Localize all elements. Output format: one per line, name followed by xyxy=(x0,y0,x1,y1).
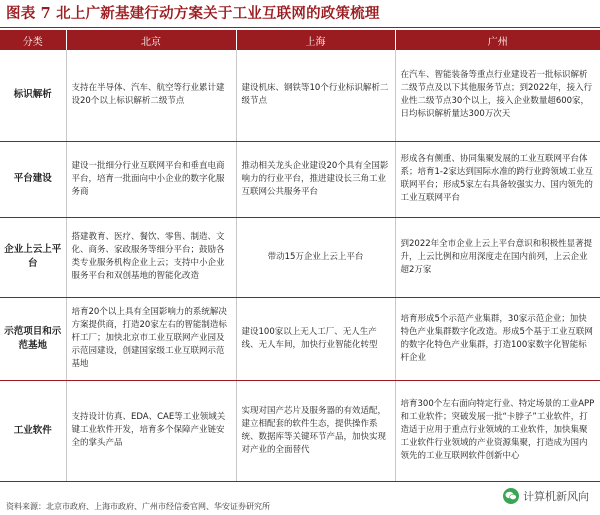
cell-guangzhou: 培育形成5个示范产业集群，30家示范企业；加快特色产业集群数字化改造。形成5个基于工业互联网的数字化特色产业集群，打造100家数字化智能标杆企业 xyxy=(395,297,600,380)
policy-table xyxy=(0,30,600,482)
title-rule xyxy=(0,27,600,28)
cell-beijing: 支持设计仿真、EDA、CAE等工业领域关键工业软件开发，培育多个保障产业链安全的掌头产品 xyxy=(66,380,236,481)
cell-beijing: 建设一批细分行业互联网平台和垂直电商平台，培育一批面向中小企业的数字化服务商 xyxy=(66,141,236,217)
cell-shanghai: 带动15万企业上云上平台 xyxy=(236,217,395,297)
table-row xyxy=(0,297,600,380)
cell-beijing: 支持在半导体、汽车、航空等行业累计建设20个以上标识解析二级节点 xyxy=(66,50,236,141)
cell-guangzhou: 到2022年全市企业上云上平台意识和积极性显著提升，上云比例和应用深度走在国内前列，上云企业超2万家 xyxy=(395,217,600,297)
cell-guangzhou: 在汽车、智能装备等重点行业建设若一批标识解析二级节点及以下其他服务节点；到2022年，接入行业性二级节点30个以上，接入企业数量超600家，日均标识解析量达300万次天 xyxy=(395,50,600,141)
figure-title: 图表 7 北上广新基建行动方案关于工业互联网的政策梳理 xyxy=(6,5,380,22)
cell-beijing: 培育20个以上具有全国影响力的系统解决方案提供商，打造20家左右的智能制造标杆工厂；加快北京市工业互联网产业园及示范园建设，创建国家级工业互联网示范基地 xyxy=(66,297,236,380)
table-row xyxy=(0,217,600,297)
table-row xyxy=(0,50,600,141)
table-row xyxy=(0,141,600,217)
row-category: 工业软件 xyxy=(0,380,66,481)
cell-guangzhou: 形成各有侧重、协同集聚发展的工业互联网平台体系；培育1-2家达到国际水准的跨行业跨领域工业互联网平台；形成5家左右具备较强实力、国内领先的工业互联网平台 xyxy=(395,141,600,217)
cell-shanghai: 推动相关龙头企业建设20个具有全国影响力的行业平台，推进建设长三角工业互联网公共服务平台 xyxy=(236,141,395,217)
wechat-icon xyxy=(503,488,519,504)
cell-shanghai: 建设100家以上无人工厂、无人生产线、无人车间，加快行业智能化转型 xyxy=(236,297,395,380)
cell-beijing: 搭建教育、医疗、餐饮、零售、制造、文化、商务、家政服务等细分平台；鼓励各类专业服务机构企业上云；支持中小企业服务平台和双创基地的智能化改造 xyxy=(66,217,236,297)
header-beijing: 北京 xyxy=(66,30,236,50)
cell-shanghai: 实现对国产芯片及服务器的有效适配，建立相配套的软件生态，提供操作系统、数据库等关键环节产品，加快实现对产业的全面替代 xyxy=(236,380,395,481)
row-category: 标识解析 xyxy=(0,50,66,141)
row-category: 示范项目和示范基地 xyxy=(0,297,66,380)
header-guangzhou: 广州 xyxy=(395,30,600,50)
row-category: 平台建设 xyxy=(0,141,66,217)
header-category: 分类 xyxy=(0,30,66,50)
row-category: 企业上云上平台 xyxy=(0,217,66,297)
cell-shanghai: 建设机床、钢铁等10个行业标识解析二级节点 xyxy=(236,50,395,141)
watermark-text: 计算机新风向 xyxy=(523,490,589,503)
watermark xyxy=(500,485,592,507)
source-note: 资料来源：北京市政府、上海市政府、广州市经信委官网、华安证券研究所 xyxy=(6,502,270,511)
table-row xyxy=(0,380,600,481)
header-row xyxy=(0,30,600,50)
header-shanghai: 上海 xyxy=(236,30,395,50)
cell-guangzhou: 培育300个左右面向特定行业、特定场景的工业APP和工业软件；突破发展一批“卡脖子”工业软件，打造适于应用于重点行业领域的工业软件，加快集聚工业软件行业领域的产业资源集聚，打造成为国内领先的工业互联网软件创新中心 xyxy=(395,380,600,481)
